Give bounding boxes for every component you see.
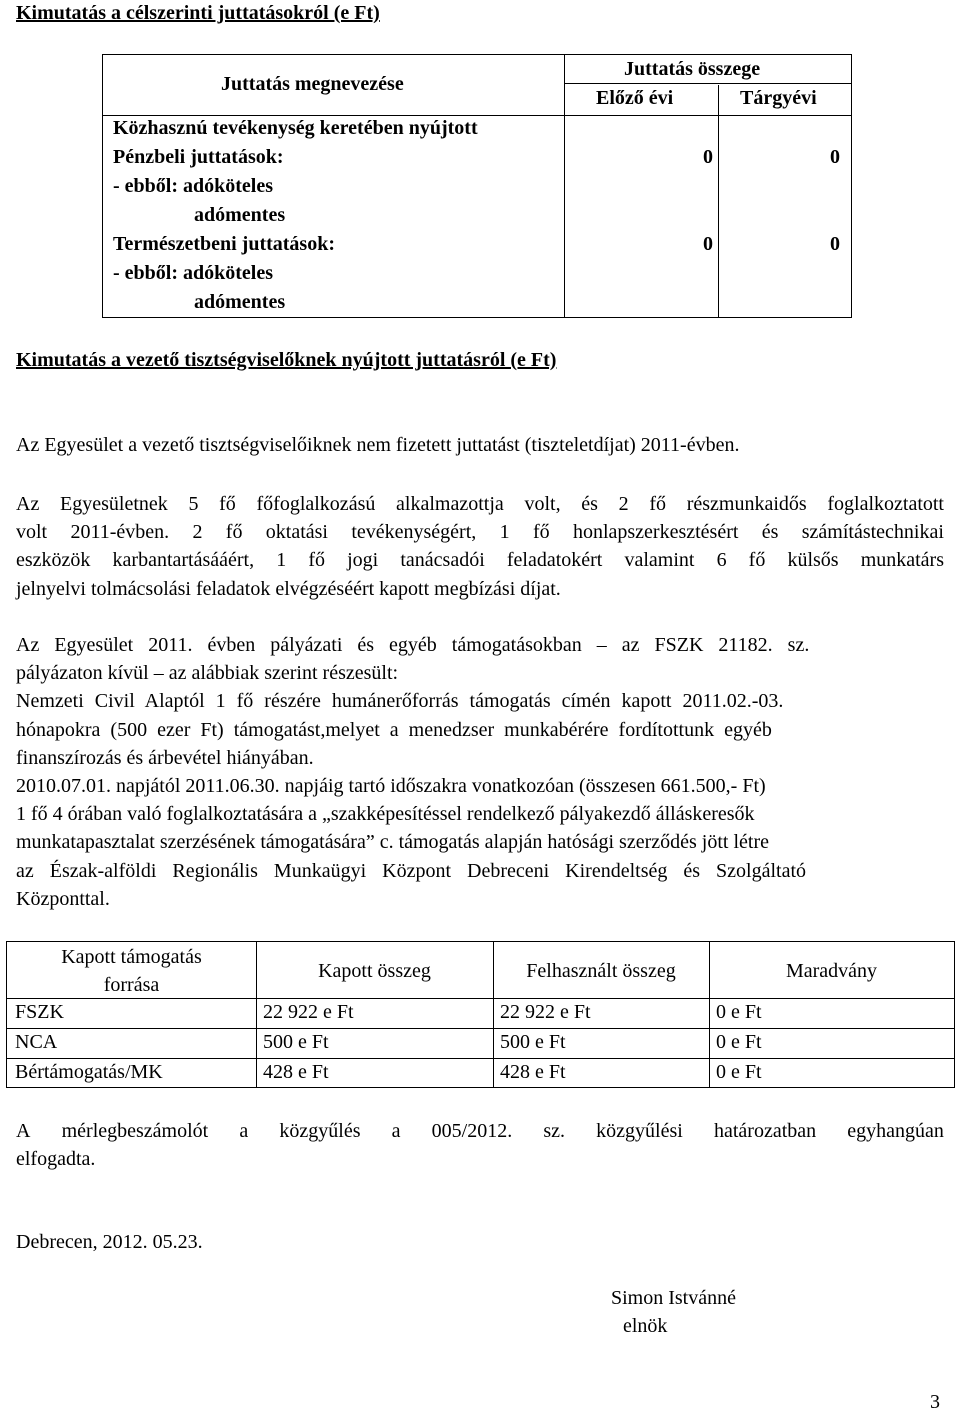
word: tevékenységért,	[351, 521, 477, 544]
word: a	[391, 1120, 401, 1142]
word: volt,	[524, 493, 561, 515]
table-divider	[103, 115, 851, 116]
paragraph-officer-remuneration: Az Egyesület a vezető tisztségviselőiknek nem fizetett juttatást (tiszteletdíjat) 2011-évben.	[16, 434, 740, 456]
word: A	[16, 1120, 31, 1142]
word: és	[761, 521, 779, 544]
header-line: Kapott támogatás	[61, 946, 202, 968]
word: Az	[16, 493, 40, 515]
word: Egyesületnek	[60, 493, 168, 515]
word: fő	[532, 521, 550, 544]
word: és	[581, 493, 598, 515]
benefits-table	[102, 54, 852, 318]
section1-title: Kimutatás a célszerinti juttatásokról (e Ft)	[16, 2, 380, 24]
word: 1	[499, 521, 510, 544]
column-header-received: Kapott összeg	[318, 960, 431, 982]
table-cell-remaining: 0 e Ft	[716, 1061, 762, 1083]
word: fő	[308, 549, 325, 572]
word: sz.	[543, 1120, 566, 1142]
table-cell-curr: 0	[830, 233, 840, 255]
paragraph-approval	[16, 1117, 944, 1173]
text-line: finanszírozás és árbevétel hiányában.	[16, 746, 314, 769]
text-line: az Észak-alföldi Regionális Munkaügyi Központ Debreceni Kirendeltség és Szolgáltató	[16, 859, 807, 882]
text-line: 1 fő 4 órában való foglalkoztatására a „szakképesítéssel rendelkező pályakezdő álláskeresők	[16, 803, 755, 826]
table-cell-remaining: 0 e Ft	[716, 1031, 762, 1053]
table-divider	[564, 55, 565, 317]
table-cell-source: NCA	[15, 1031, 58, 1053]
word: eszközök	[16, 549, 91, 572]
table-row-label: Pénzbeli juttatások:	[113, 146, 284, 168]
word: feladatokért	[506, 549, 603, 572]
word: fő	[649, 493, 666, 515]
word: fő	[225, 521, 243, 544]
table-row-label: Természetbeni juttatások:	[113, 233, 336, 255]
header-line: forrása	[103, 974, 160, 996]
text-line: 2010.07.01. napjától 2011.06.30. napjáig tartó időszakra vonatkozóan (összesen 661.500,- Ft)	[16, 775, 766, 798]
page-number: 3	[930, 1391, 940, 1413]
table-cell-received: 428 e Ft	[263, 1061, 329, 1083]
column-header-remaining: Maradvány	[785, 960, 878, 982]
table-cell-prev: 0	[703, 233, 713, 255]
table-row-label: Közhasznú tevékenység keretében nyújtott	[113, 117, 478, 139]
text-line: munkatapasztalat szerzésének támogatására” c. támogatás alapján hatósági szerződés jött létre	[16, 831, 769, 854]
word: foglalkoztatott	[827, 493, 944, 515]
word: főfoglalkozású	[256, 493, 376, 515]
word: 6	[716, 549, 727, 572]
word: volt	[16, 521, 48, 544]
text-line: elfogadta.	[16, 1148, 96, 1171]
word: 1	[276, 549, 287, 572]
word: alkalmazottja	[396, 493, 504, 515]
text-line	[16, 546, 944, 574]
text-line: Nemzeti Civil Alaptól 1 fő részére humánerőforrás támogatás címén kapott 2011.02.-03.	[16, 690, 784, 713]
table-row-label: - ebből: adóköteles	[113, 262, 273, 284]
text-line: hónapokra (500 ezer Ft) támogatást,melyet a menedzser munkabérére fordítottunk egyéb	[16, 718, 772, 741]
word: egyhangúan	[847, 1120, 944, 1142]
word: oktatási	[265, 521, 328, 544]
paragraph-grants	[16, 631, 944, 913]
table-cell-received: 500 e Ft	[263, 1031, 329, 1053]
word: 5	[188, 493, 199, 515]
table-row-label: - ebből: adóköteles	[113, 175, 273, 197]
column-header-prev-year: Előző évi	[596, 87, 674, 109]
place-date: Debrecen, 2012. 05.23.	[16, 1231, 203, 1253]
word: 2	[618, 493, 629, 515]
table-cell-remaining: 0 e Ft	[716, 1001, 762, 1023]
text-line	[16, 1117, 944, 1145]
table-cell-source: FSZK	[15, 1001, 64, 1023]
word: 2011-évben.	[70, 521, 170, 544]
table-cell-curr: 0	[830, 146, 840, 168]
table-divider	[7, 1058, 954, 1059]
word: valamint	[624, 549, 695, 572]
table-divider	[564, 83, 851, 84]
table-cell-received: 22 922 e Ft	[263, 1001, 354, 1023]
word: 005/2012.	[431, 1120, 513, 1142]
table-cell-prev: 0	[703, 146, 713, 168]
word: honlapszerkesztésért	[572, 521, 739, 544]
column-header-name: Juttatás megnevezése	[221, 73, 404, 95]
text-line: Az Egyesület 2011. évben pályázati és egyéb támogatásokban – az FSZK 21182. sz.	[16, 634, 810, 656]
table-divider	[7, 1028, 954, 1029]
text-line: pályázaton kívül – az alábbiak szerint részesült:	[16, 662, 399, 685]
table-divider	[718, 85, 719, 317]
table-cell-used: 22 922 e Ft	[500, 1001, 591, 1023]
section2-title: Kimutatás a vezető tisztségviselőknek nyújtott juttatásról (e Ft)	[16, 349, 557, 371]
word: határozatban	[713, 1120, 817, 1142]
word: a	[239, 1120, 249, 1142]
column-header-current-year: Tárgyévi	[740, 87, 817, 109]
word: közgyűlési	[596, 1120, 683, 1142]
paragraph-employees	[16, 490, 944, 603]
text-line	[16, 518, 944, 546]
column-header-amount: Juttatás összege	[624, 58, 761, 80]
signature-name: Simon Istvánné	[611, 1287, 736, 1309]
signature-title: elnök	[623, 1315, 668, 1337]
table-cell-used: 500 e Ft	[500, 1031, 566, 1053]
text-line: jelnyelvi tolmácsolási feladatok elvégzéséért kapott megbízási díjat.	[16, 577, 561, 600]
grants-table	[6, 941, 955, 1088]
word: karbantartásááért,	[112, 549, 255, 572]
column-header-used: Felhasznált összeg	[526, 960, 676, 982]
text-line: Központtal.	[16, 887, 110, 910]
table-cell-source: Bértámogatás/MK	[15, 1061, 163, 1083]
column-header-source	[7, 943, 256, 999]
table-row-label: adómentes	[194, 291, 286, 313]
word: jogi	[347, 549, 379, 572]
word: közgyűlés	[279, 1120, 361, 1142]
table-row-label: adómentes	[194, 204, 286, 226]
word: fő	[748, 549, 766, 572]
word: fő	[219, 493, 236, 515]
text-line	[16, 490, 944, 518]
word: mérlegbeszámolót	[61, 1120, 209, 1142]
word: tanácsadói	[400, 549, 485, 572]
word: számítástechnikai	[801, 521, 944, 544]
word: külsős	[787, 549, 839, 572]
word: részmunkaidős	[686, 493, 807, 515]
word: 2	[192, 521, 203, 544]
table-cell-used: 428 e Ft	[500, 1061, 566, 1083]
word: munkatárs	[860, 549, 944, 572]
